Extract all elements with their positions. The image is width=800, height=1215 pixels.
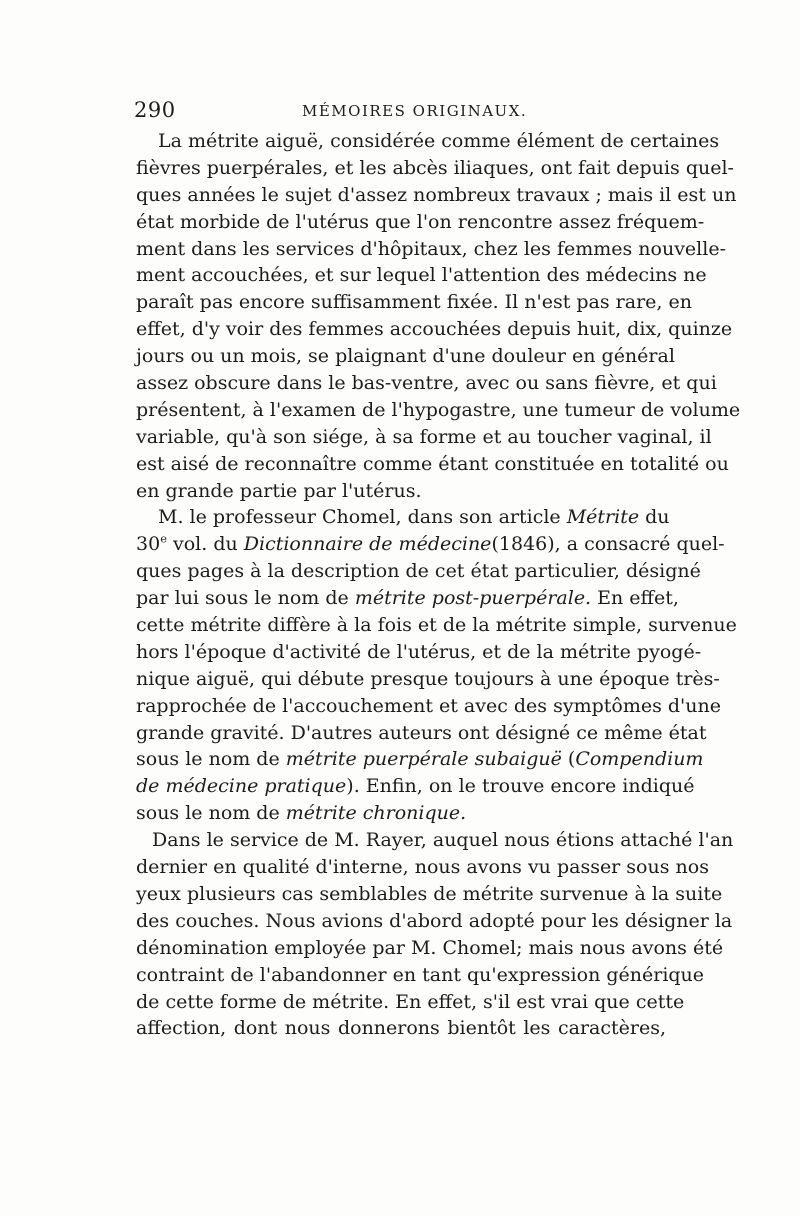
- text-line: dernier en qualité d'interne, nous avons vu passer sous nos: [136, 856, 709, 879]
- text-line: des couches. Nous avions d'abord adopté pour les désigner la: [136, 909, 733, 932]
- text-line: ques années le sujet d'assez nombreux travaux ; mais il est un: [136, 183, 737, 206]
- text-line: yeux plusieurs cas semblables de métrite survenue à la suite: [136, 882, 723, 905]
- emphasis-text: de médecine pratique: [136, 775, 347, 798]
- text-line: M. le professeur Chomel, dans son article Métrite du: [158, 506, 670, 529]
- text-line: rapprochée de l'accouchement et avec des symptômes d'une: [136, 694, 721, 717]
- text-line: ment dans les services d'hôpitaux, chez les femmes nouvelle-: [136, 237, 726, 260]
- emphasis-text: Dictionnaire de médecine: [243, 533, 492, 556]
- text-line: La métrite aiguë, considérée comme élément de certaines: [158, 130, 720, 152]
- text-line: de médecine pratique). Enfin, on le trouve encore indiqué: [136, 775, 695, 798]
- text-line: grande gravité. D'autres auteurs ont désigné ce même état: [136, 721, 707, 744]
- text-line: état morbide de l'utérus que l'on rencontre assez fréquem-: [136, 210, 705, 233]
- emphasis-text: métrite chronique.: [285, 802, 467, 825]
- page-number: 290: [134, 98, 176, 122]
- text-line: en grande partie par l'utérus.: [136, 479, 422, 502]
- emphasis-text: métrite puerpérale subaiguë: [285, 748, 562, 771]
- text-line: par lui sous le nom de métrite post-puerpérale. En effet,: [136, 587, 679, 610]
- emphasis-text: métrite post-puerpérale.: [354, 587, 592, 610]
- body-text: [136, 128, 741, 1042]
- text-line: ques pages à la description de cet état particulier, désigné: [136, 560, 701, 583]
- text-line: jours ou un mois, se plaignant d'une douleur en général: [136, 345, 675, 368]
- text-line: de cette forme de métrite. En effet, s'il est vrai que cette: [136, 990, 685, 1013]
- emphasis-text: Compendium: [575, 748, 704, 771]
- text-line: sous le nom de métrite chronique.: [136, 802, 467, 825]
- text-line: assez obscure dans le bas-ventre, avec ou sans fièvre, et qui: [136, 372, 717, 395]
- text-line: paraît pas encore suffisamment fixée. Il n'est pas rare, en: [136, 291, 692, 314]
- text-line: cette métrite diffère à la fois et de la métrite simple, survenue: [136, 614, 737, 637]
- text-line: affection, dont nous donnerons bientôt les caractères,: [136, 1017, 666, 1040]
- emphasis-text: Métrite: [566, 506, 640, 529]
- text-line: sous le nom de métrite puerpérale subaiguë (Compendium: [136, 748, 704, 771]
- running-head: MÉMOIRES ORIGINAUX.: [302, 102, 528, 120]
- text-line: variable, qu'à son siége, à sa forme et au toucher vaginal, il: [136, 425, 712, 448]
- text-line: nique aiguë, qui débute presque toujours à une époque très-: [136, 667, 720, 690]
- text-line: présentent, à l'examen de l'hypogastre, une tumeur de volume: [136, 398, 741, 421]
- text-line: hors l'époque d'activité de l'utérus, et de la métrite pyogé-: [136, 640, 702, 663]
- text-line: ment accouchées, et sur lequel l'attention des médecins ne: [136, 264, 707, 287]
- text-line: effet, d'y voir des femmes accouchées depuis huit, dix, quinze: [136, 318, 733, 341]
- text-line: 30e vol. du Dictionnaire de médecine(1846), a consacré quel-: [136, 532, 725, 556]
- text-line: est aisé de reconnaître comme étant constituée en totalité ou: [136, 452, 729, 475]
- page-header: [134, 98, 668, 130]
- text-line: Dans le service de M. Rayer, auquel nous étions attaché l'an: [152, 829, 734, 852]
- text-line: fièvres puerpérales, et les abcès iliaques, ont fait depuis quel-: [136, 156, 734, 179]
- text-line: contraint de l'abandonner en tant qu'expression générique: [136, 963, 705, 986]
- text-line: dénomination employée par M. Chomel; mais nous avons été: [136, 936, 724, 959]
